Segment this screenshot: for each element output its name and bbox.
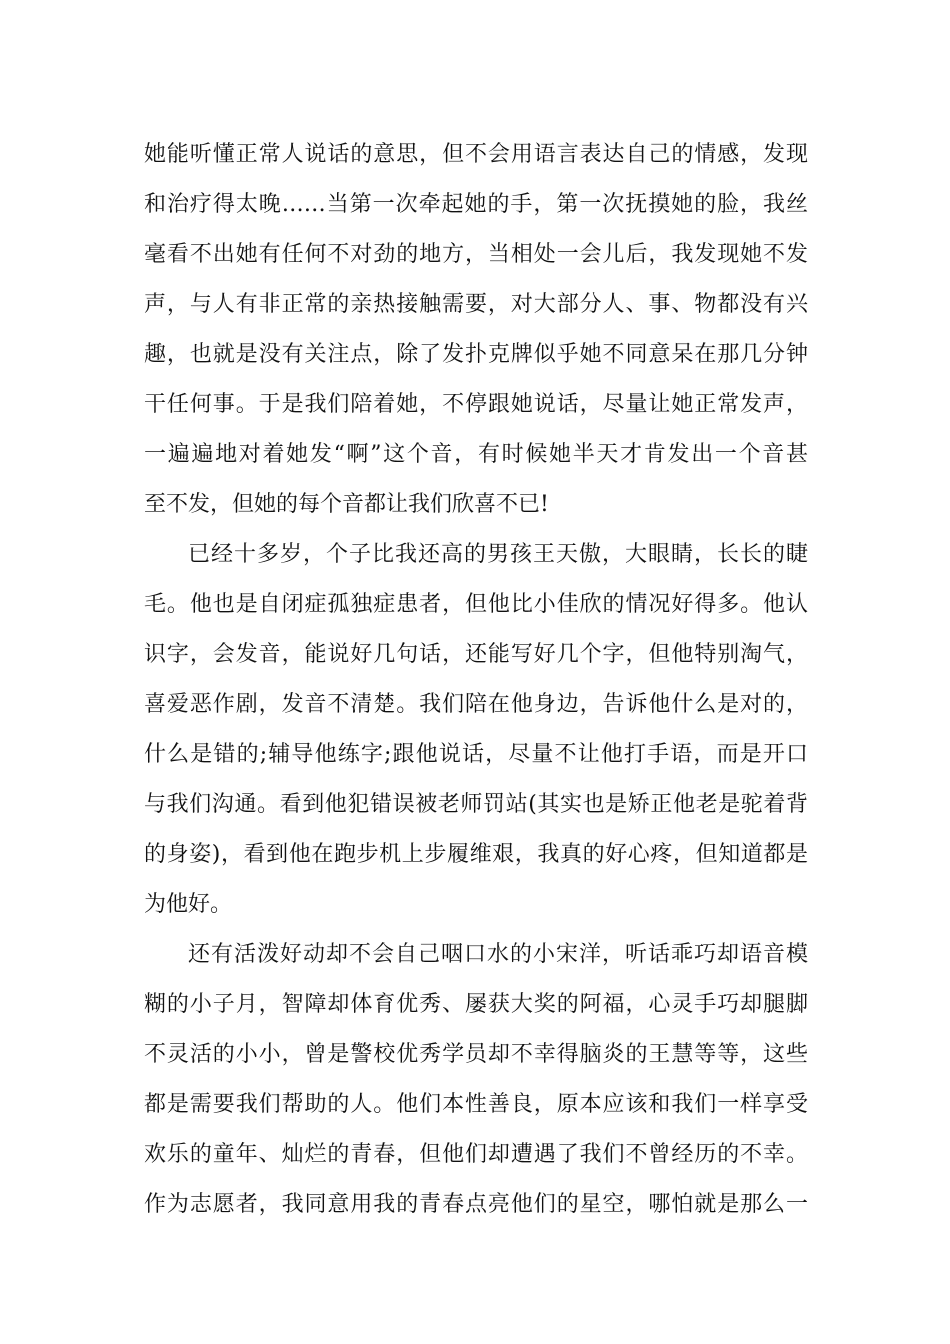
text-line: 糊的小子月，智障却体育优秀、屡获大奖的阿福，心灵手巧却腿脚: [144, 992, 808, 1017]
paragraph-2: [144, 530, 808, 930]
text-line: 识字，会发音，能说好几句话，还能写好几个字，但他特别淘气，: [144, 642, 808, 667]
paragraph-3: [144, 930, 808, 1230]
paragraph-1: [144, 130, 808, 530]
text-line: 趣，也就是没有关注点，除了发扑克牌似乎她不同意呆在那几分钟: [144, 342, 808, 367]
text-line: 作为志愿者，我同意用我的青春点亮他们的星空，哪怕就是那么一: [144, 1192, 808, 1217]
text-line: 一遍遍地对着她发“啊”这个音，有时候她半天才肯发出一个音甚: [144, 442, 808, 467]
text-line: 的身姿)，看到他在跑步机上步履维艰，我真的好心疼，但知道都是: [144, 842, 808, 867]
text-line: 和治疗得太晚……当第一次牵起她的手，第一次抚摸她的脸，我丝: [144, 192, 808, 217]
text-line: 欢乐的童年、灿烂的青春，但他们却遭遇了我们不曾经历的不幸。: [144, 1142, 808, 1167]
text-line: 声，与人有非正常的亲热接触需要，对大部分人、事、物都没有兴: [144, 292, 808, 317]
text-line: 毫看不出她有任何不对劲的地方，当相处一会儿后，我发现她不发: [144, 242, 808, 267]
text-line: 不灵活的小小，曾是警校优秀学员却不幸得脑炎的王慧等等，这些: [144, 1042, 808, 1067]
text-line: 还有活泼好动却不会自己咽口水的小宋洋，听话乖巧却语音模: [188, 942, 808, 967]
text-line: 都是需要我们帮助的人。他们本性善良，原本应该和我们一样享受: [144, 1092, 808, 1117]
text-line: 与我们沟通。看到他犯错误被老师罚站(其实也是矫正他老是驼着背: [144, 792, 808, 817]
text-line: 毛。他也是自闭症孤独症患者，但他比小佳欣的情况好得多。他认: [144, 592, 808, 617]
text-line: 干任何事。于是我们陪着她，不停跟她说话，尽量让她正常发声，: [144, 392, 808, 417]
document-body: [144, 130, 808, 1230]
text-line: 她能听懂正常人说话的意思，但不会用语言表达自己的情感，发现: [144, 142, 808, 167]
text-line: 已经十多岁，个子比我还高的男孩王天傲，大眼睛，长长的睫: [188, 542, 808, 567]
text-line: 什么是错的;辅导他练字;跟他说话，尽量不让他打手语，而是开口: [144, 742, 808, 767]
text-line: 喜爱恶作剧，发音不清楚。我们陪在他身边，告诉他什么是对的，: [144, 692, 808, 717]
text-line: 至不发，但她的每个音都让我们欣喜不已!: [144, 492, 549, 517]
text-line: 为他好。: [144, 892, 233, 917]
